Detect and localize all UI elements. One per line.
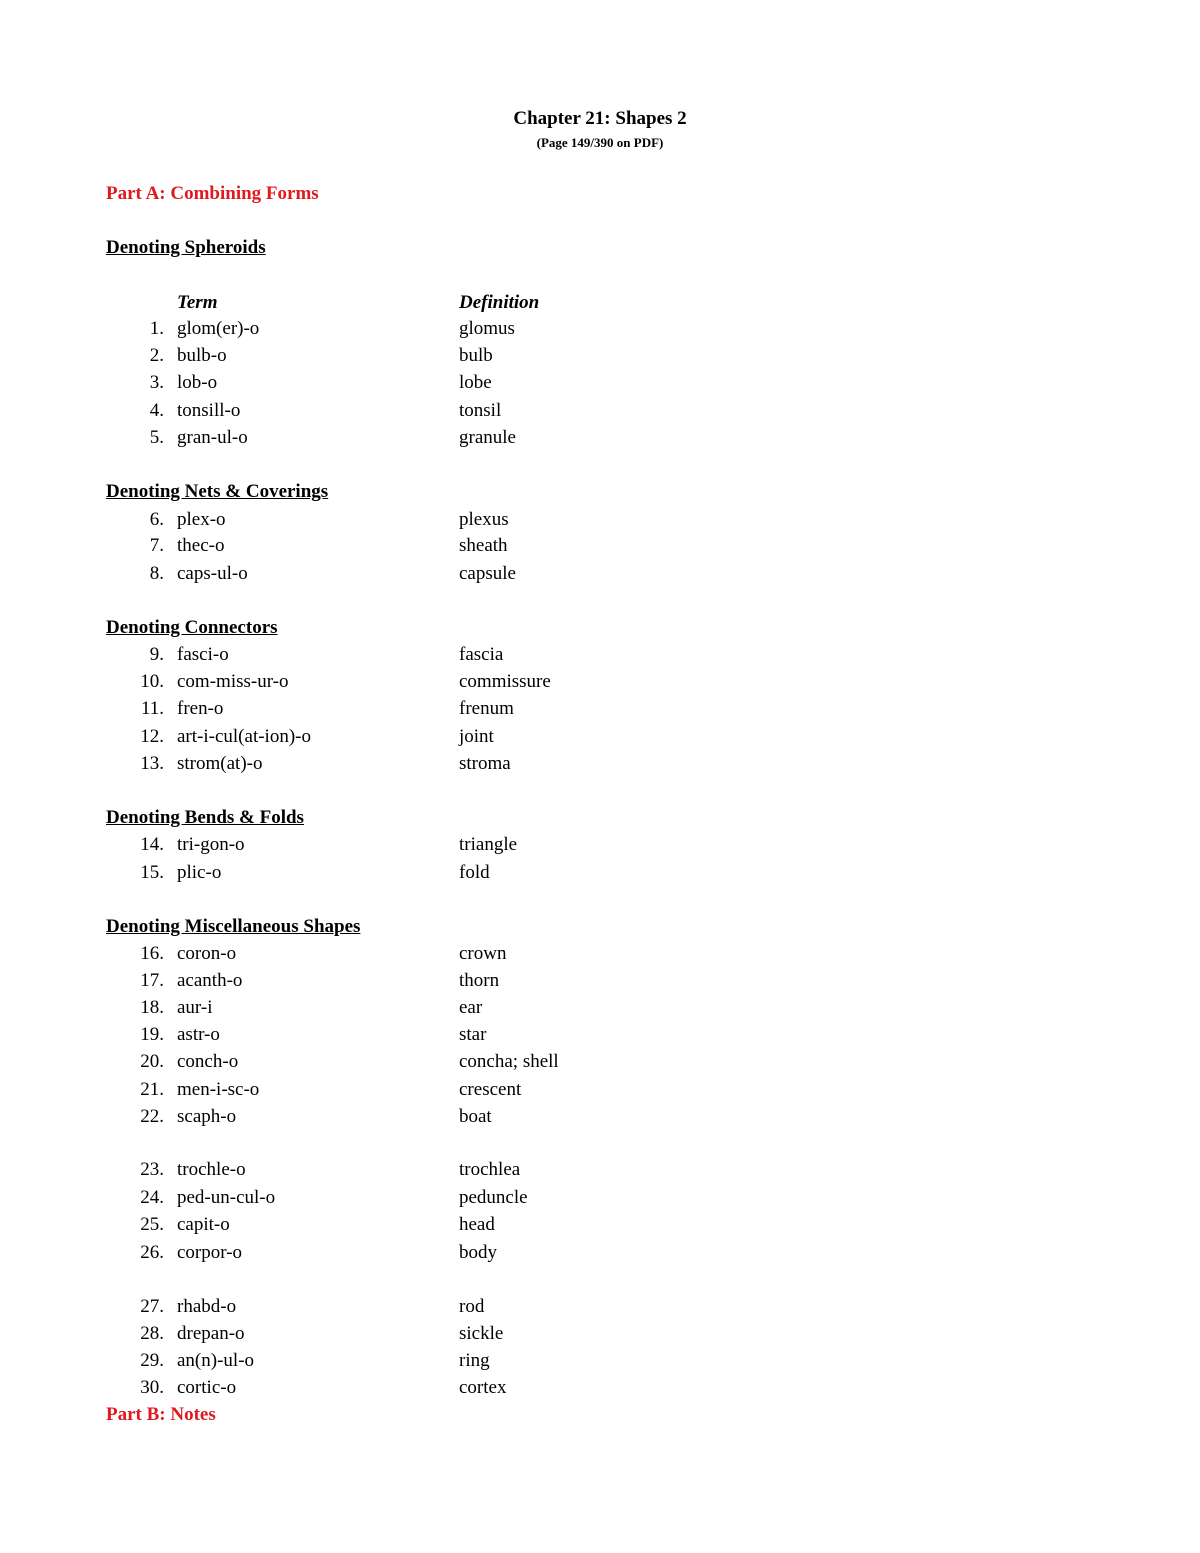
item-number: 11. xyxy=(140,698,164,719)
list-item xyxy=(0,696,1200,722)
list-item xyxy=(0,507,1200,533)
item-term: com-miss-ur-o xyxy=(177,671,289,692)
section-heading-connectors: Denoting Connectors xyxy=(106,617,278,638)
part-b-heading: Part B: Notes xyxy=(106,1404,216,1425)
item-definition: cortex xyxy=(459,1377,507,1398)
list-item xyxy=(0,370,1200,396)
list-item xyxy=(0,832,1200,858)
list-item xyxy=(0,1348,1200,1374)
list-item xyxy=(0,1022,1200,1048)
list-item xyxy=(0,724,1200,750)
item-definition: crescent xyxy=(459,1079,522,1100)
item-number: 10. xyxy=(140,671,164,692)
item-number: 28. xyxy=(140,1323,164,1344)
definition-column-header: Definition xyxy=(459,292,540,313)
item-term: an(n)-ul-o xyxy=(177,1350,255,1371)
item-term: trochle-o xyxy=(177,1159,246,1180)
list-item xyxy=(0,1375,1200,1401)
item-term: aur-i xyxy=(177,997,213,1018)
list-item xyxy=(0,1212,1200,1238)
page-reference: (Page 149/390 on PDF) xyxy=(536,135,664,150)
item-definition: boat xyxy=(459,1106,492,1127)
item-definition: triangle xyxy=(459,834,518,855)
chapter-title: Chapter 21: Shapes 2 xyxy=(513,108,687,129)
item-definition: joint xyxy=(459,726,494,747)
item-definition: body xyxy=(459,1242,497,1263)
item-term: cortic-o xyxy=(177,1377,237,1398)
list-item xyxy=(0,1157,1200,1183)
item-number: 2. xyxy=(149,345,164,366)
item-definition: fascia xyxy=(459,644,504,665)
item-term: tri-gon-o xyxy=(177,834,245,855)
item-definition: granule xyxy=(459,427,516,448)
list-item xyxy=(0,343,1200,369)
item-number: 24. xyxy=(140,1187,164,1208)
list-item xyxy=(0,1104,1200,1130)
section-heading-bends-folds: Denoting Bends & Folds xyxy=(106,807,304,828)
item-definition: frenum xyxy=(459,698,514,719)
item-definition: stroma xyxy=(459,753,511,774)
item-definition: ear xyxy=(459,997,483,1018)
item-term: drepan-o xyxy=(177,1323,245,1344)
item-definition: plexus xyxy=(459,509,509,530)
item-number: 21. xyxy=(140,1079,164,1100)
part-a-heading: Part A: Combining Forms xyxy=(106,183,319,204)
list-item xyxy=(0,860,1200,886)
item-definition: lobe xyxy=(459,372,492,393)
item-term: coron-o xyxy=(177,943,237,964)
item-term: glom(er)-o xyxy=(177,318,260,339)
term-column-header: Term xyxy=(177,292,218,313)
item-term: corpor-o xyxy=(177,1242,243,1263)
item-definition: capsule xyxy=(459,563,516,584)
list-item xyxy=(0,316,1200,342)
item-definition: concha; shell xyxy=(459,1051,559,1072)
list-item xyxy=(0,642,1200,668)
item-definition: thorn xyxy=(459,970,500,991)
item-definition: bulb xyxy=(459,345,493,366)
item-term: rhabd-o xyxy=(177,1296,237,1317)
item-term: caps-ul-o xyxy=(177,563,248,584)
item-number: 12. xyxy=(140,726,164,747)
item-number: 4. xyxy=(149,400,164,421)
item-definition: crown xyxy=(459,943,507,964)
item-definition: rod xyxy=(459,1296,485,1317)
list-item xyxy=(0,995,1200,1021)
item-number: 13. xyxy=(140,753,164,774)
list-item xyxy=(0,1294,1200,1320)
list-item xyxy=(0,1321,1200,1347)
item-number: 18. xyxy=(140,997,164,1018)
item-definition: head xyxy=(459,1214,495,1235)
item-term: astr-o xyxy=(177,1024,220,1045)
item-term: fasci-o xyxy=(177,644,229,665)
list-item xyxy=(0,425,1200,451)
item-number: 30. xyxy=(140,1377,164,1398)
item-definition: commissure xyxy=(459,671,551,692)
item-definition: glomus xyxy=(459,318,515,339)
item-number: 29. xyxy=(140,1350,164,1371)
item-definition: fold xyxy=(459,862,490,883)
item-definition: sickle xyxy=(459,1323,504,1344)
item-term: scaph-o xyxy=(177,1106,237,1127)
item-number: 5. xyxy=(149,427,164,448)
item-term: fren-o xyxy=(177,698,224,719)
item-number: 1. xyxy=(149,318,164,339)
item-term: gran-ul-o xyxy=(177,427,248,448)
item-term: plex-o xyxy=(177,509,226,530)
list-item xyxy=(0,1240,1200,1266)
item-term: ped-un-cul-o xyxy=(177,1187,276,1208)
list-item xyxy=(0,941,1200,967)
item-term: strom(at)-o xyxy=(177,753,263,774)
item-number: 25. xyxy=(140,1214,164,1235)
list-item xyxy=(0,533,1200,559)
item-term: bulb-o xyxy=(177,345,227,366)
item-number: 14. xyxy=(140,834,164,855)
list-item xyxy=(0,751,1200,777)
section-heading-nets-coverings: Denoting Nets & Coverings xyxy=(106,481,329,502)
list-item xyxy=(0,669,1200,695)
list-item xyxy=(0,1049,1200,1075)
item-definition: tonsil xyxy=(459,400,502,421)
item-number: 20. xyxy=(140,1051,164,1072)
item-number: 8. xyxy=(149,563,164,584)
item-term: thec-o xyxy=(177,535,225,556)
item-number: 15. xyxy=(140,862,164,883)
item-term: acanth-o xyxy=(177,970,243,991)
item-number: 17. xyxy=(140,970,164,991)
item-term: art-i-cul(at-ion)-o xyxy=(177,726,311,747)
section-heading-spheroids: Denoting Spheroids xyxy=(106,237,266,258)
item-term: capit-o xyxy=(177,1214,230,1235)
section-heading-miscellaneous-shapes: Denoting Miscellaneous Shapes xyxy=(106,916,361,937)
list-item xyxy=(0,561,1200,587)
item-definition: ring xyxy=(459,1350,490,1371)
item-number: 23. xyxy=(140,1159,164,1180)
item-term: men-i-sc-o xyxy=(177,1079,260,1100)
item-definition: peduncle xyxy=(459,1187,528,1208)
item-number: 26. xyxy=(140,1242,164,1263)
item-definition: star xyxy=(459,1024,487,1045)
item-number: 6. xyxy=(149,509,164,530)
item-term: conch-o xyxy=(177,1051,239,1072)
item-term: plic-o xyxy=(177,862,222,883)
item-number: 3. xyxy=(149,372,164,393)
list-item xyxy=(0,398,1200,424)
item-number: 16. xyxy=(140,943,164,964)
item-number: 22. xyxy=(140,1106,164,1127)
item-number: 7. xyxy=(149,535,164,556)
list-item xyxy=(0,968,1200,994)
item-number: 27. xyxy=(140,1296,164,1317)
list-item xyxy=(0,1185,1200,1211)
item-term: lob-o xyxy=(177,372,218,393)
item-number: 9. xyxy=(149,644,164,665)
item-number: 19. xyxy=(140,1024,164,1045)
item-definition: trochlea xyxy=(459,1159,521,1180)
list-item xyxy=(0,1077,1200,1103)
item-term: tonsill-o xyxy=(177,400,241,421)
item-definition: sheath xyxy=(459,535,508,556)
